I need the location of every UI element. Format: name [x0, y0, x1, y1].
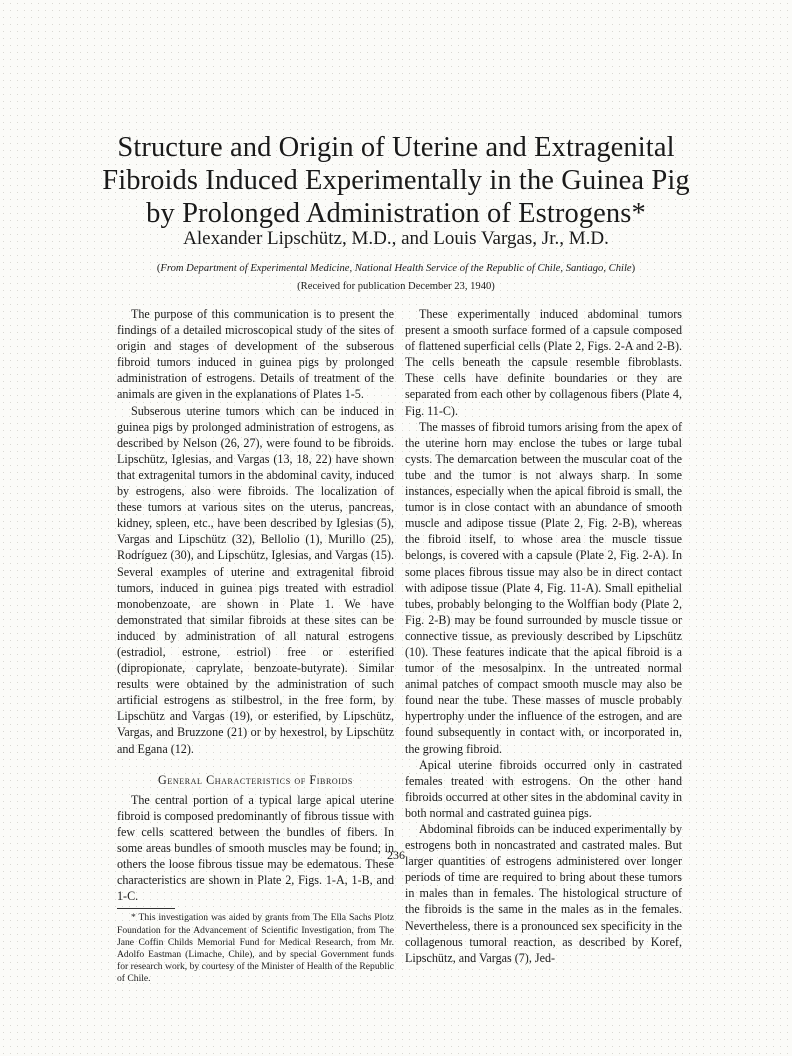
right-column [405, 306, 682, 966]
paragraph-apical-masses: The masses of fibroid tumors arising from the apex of the uterine horn may enclose the tubes or large tubal cysts. The demarcation between the muscular coat of the tube and the tumor is not always sharp. In some instances, especially when the apical fibroid is small, the tumor is in close contact with an abundance of smooth muscle and adipose tissue (Plate 2, Fig. 2-B), whereas the fibroid itself, to whose area the muscle tissue belongs, is covered with a capsule (Plate 2, Fig. 2-A). In some places fibrous tissue may also be in direct contact with adipose tissue (Plate 4, Fig. 11-A). Small epithelial tubes, probably belonging to the Wolffian body (Plate 2, Fig. 2-B) may be found surrounded by muscle tissue or connective tissue, as previously described by Lipschütz (10). These features indicate that the apical fibroid is a tumor of the mesosalpinx. In the untreated normal animal patches of compact smooth muscle may also be found near the tube. These masses of muscle probably hypertrophy under the influence of the estrogen, and are found subsequently in contact with, or incorporated in, the growing fibroid. [405, 419, 682, 756]
paragraph-castrated-females: Apical uterine fibroids occurred only in castrated females treated with estrogens. On the other hand fibroids occurred at other sites in the abdominal cavity in both normal and castrated guinea pigs. [405, 757, 682, 820]
paragraph-capsule: These experimentally induced abdominal tumors present a smooth surface formed of a capsule composed of flattened superficial cells (Plate 2, Figs. 2-A and 2-B). The cells beneath the capsule resemble fibroblasts. These cells have definite boundaries or they are separated from each other by collagenous fibers (Plate 4, Fig. 11-C). [405, 307, 682, 418]
affiliation-line: (From Department of Experimental Medicine, National Health Service of the Republic of Chile, Santiago, Chile) [156, 263, 636, 274]
article-authors: Alexander Lipschütz, M.D., and Louis Vargas, Jr., M.D. [183, 228, 609, 249]
page-number: 236 [387, 848, 405, 862]
paragraph-characteristics: The central portion of a typical large apical uterine fibroid is composed predominantly of fibrous tissue with few cells scattered between the bundles of fibers. In some areas bundles of smooth muscles may be found; in others the loose fibrous tissue may be edematous. These characteristics are shown in Plate 2, Figs. 1-A, 1-B, and 1-C. [117, 792, 394, 904]
article-title: Structure and Origin of Uterine and Extragenital Fibroids Induced Experimentally in the Guinea Pig by Prolonged Administration of Estrogens* [102, 132, 690, 229]
footnote: * This investigation was aided by grants from The Ella Sachs Plotz Foundation for the Advancement of Scientific Investigation, from The Jane Coffin Childs Memorial Fund for Medical Research, from Mr. Adolfo Eastman (Limache, Chile), and by special Government funds for research work, by courtesy of the Minister of Health of the Republic of Chile. [117, 912, 394, 985]
received-date: (Received for publication December 23, 1940) [297, 281, 495, 292]
footnote-rule [117, 908, 175, 909]
paragraph-background: Subserous uterine tumors which can be induced in guinea pigs by prolonged administration of estrogens, as described by Nelson (26, 27), were found to be fibroids. Lipschütz, Iglesias, and Vargas (13, 18, 22) have shown that extragenital tumors in the abdominal cavity, induced by estrogens, also were fibroids. The localization of these tumors at various sites on the uterus, pancreas, kidney, spleen, etc., have been described by Iglesias (5), Vargas and Lipschütz (32), Bellolio (1), Murillo (25), Rodríguez (30), and Lipschütz, Iglesias, and Vargas (15). Several examples of uterine and extragenital fibroid tumors, induced in guinea pigs treated with estradiol monobenzoate, are shown in Plate 1. We have demonstrated that similar fibroids at these sites can be induced by administration of all natural estrogens (estradiol, estrone, estriol) free or esterified (dipropionate, caprylate, benzoate-butyrate). Similar results were obtained by the administration of such artificial estrogens as stilbestrol, in the free form, by Lipschütz and Vargas (19), or esterified, by Lipschütz, Vargas, and Bruzzone (21) or by hexestrol, by Lipschütz and Egana (12). [117, 403, 394, 756]
left-column [117, 306, 394, 986]
paragraph-males: Abdominal fibroids can be induced experimentally by estrogens both in noncastrated and castrated males. But larger quantities of estrogens administered over longer periods of time are required to bring about these tumors in males than in females. The histological structure of the fibroids is the same in the males as in the females. Nevertheless, there is a pronounced sex specificity in the collagenous tumoral reaction, as described by Koref, Lipschütz, and Vargas (7), Jed- [405, 822, 682, 965]
paragraph-intro: The purpose of this communication is to present the findings of a detailed microscopical study of the sites of origin and stages of development of the subserous fibroid tumors induced in guinea pigs by prolonged administration of estrogens. Details of treatment of the animals are given in the explanations of Plates 1-5. [117, 307, 394, 402]
section-heading: General Characteristics of Fibroids [158, 772, 353, 787]
affiliation-text: From Department of Experimental Medicine, National Health Service of the Republic of Chile, Santiago, Chile [160, 263, 632, 274]
